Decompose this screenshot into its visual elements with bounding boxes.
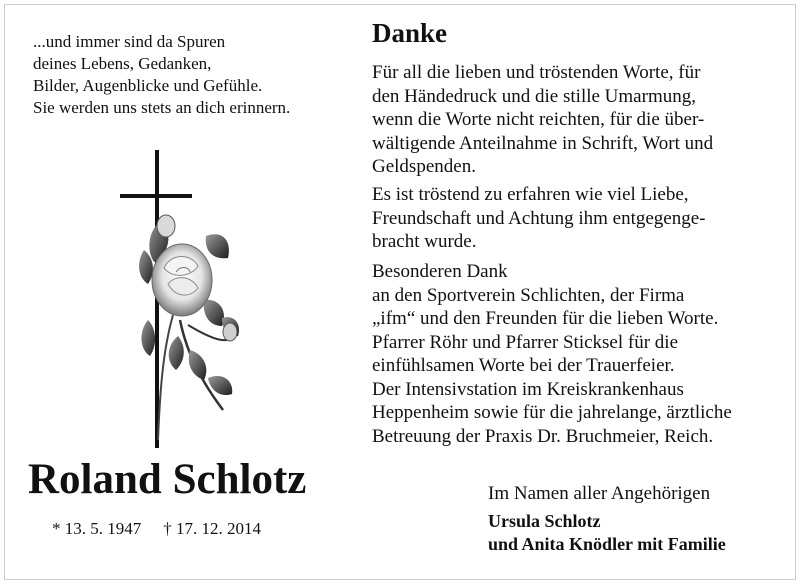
text-line: einfühlsamen Worte bei der Trauerfeier. [372, 355, 675, 376]
thanks-paragraph-1 [372, 61, 792, 179]
quote-line: ...und immer sind da Spuren [33, 32, 226, 51]
memorial-quote [33, 31, 353, 119]
text-line: Der Intensivstation im Kreiskrankenhaus [372, 378, 684, 400]
thanks-paragraph-3 [372, 260, 792, 448]
thanks-heading: Danke [372, 18, 448, 48]
text-line: Es ist tröstend zu erfahren wie viel Liebe, [372, 184, 689, 205]
text-line: wältigende Anteilnahme in Schrift, Wort und [372, 132, 714, 154]
text-line: Freundschaft und Achtung ihm entgegenge- [372, 207, 706, 229]
death-date: † 17. 12. 2014 [163, 519, 261, 538]
text-line: Heppenheim sowie für die jahrelange, ärztliche [372, 402, 732, 423]
quote-line: Bilder, Augenblicke und Gefühle. [33, 76, 263, 95]
text-line: „ifm“ und den Freunden für die lieben Worte. [372, 308, 719, 329]
birth-date: * 13. 5. 1947 [52, 519, 142, 538]
left-column [0, 0, 360, 584]
right-column [370, 0, 790, 584]
text-line: Für all die lieben und tröstenden Worte, für [372, 62, 701, 83]
cross-with-rose-icon [118, 150, 248, 448]
text-line: an den Sportverein Schlichten, der Firma [372, 284, 685, 306]
text-line: Besonderen Dank [372, 261, 508, 282]
deceased-name: Roland Schlotz [28, 456, 307, 503]
text-line: bracht wurde. [372, 231, 477, 252]
text-line: wenn die Worte nicht reichten, für die über- [372, 109, 705, 130]
quote-line: Sie werden uns stets an dich erinnern. [33, 98, 291, 117]
text-line: Geldspenden. [372, 156, 476, 177]
life-dates [52, 518, 332, 540]
thanks-paragraph-2 [372, 183, 792, 254]
quote-line: deines Lebens, Gedanken, [33, 54, 212, 73]
signature-names [488, 510, 726, 556]
text-line: Betreuung der Praxis Dr. Bruchmeier, Reich. [372, 425, 714, 447]
signature-line: Ursula Schlotz [488, 511, 601, 531]
text-line: den Händedruck und die stille Umarmung, [372, 85, 696, 107]
signature-line: und Anita Knödler mit Familie [488, 534, 726, 554]
signature-intro: Im Namen aller Angehörigen [488, 483, 711, 504]
text-line: Pfarrer Röhr und Pfarrer Sticksel für die [372, 331, 679, 353]
